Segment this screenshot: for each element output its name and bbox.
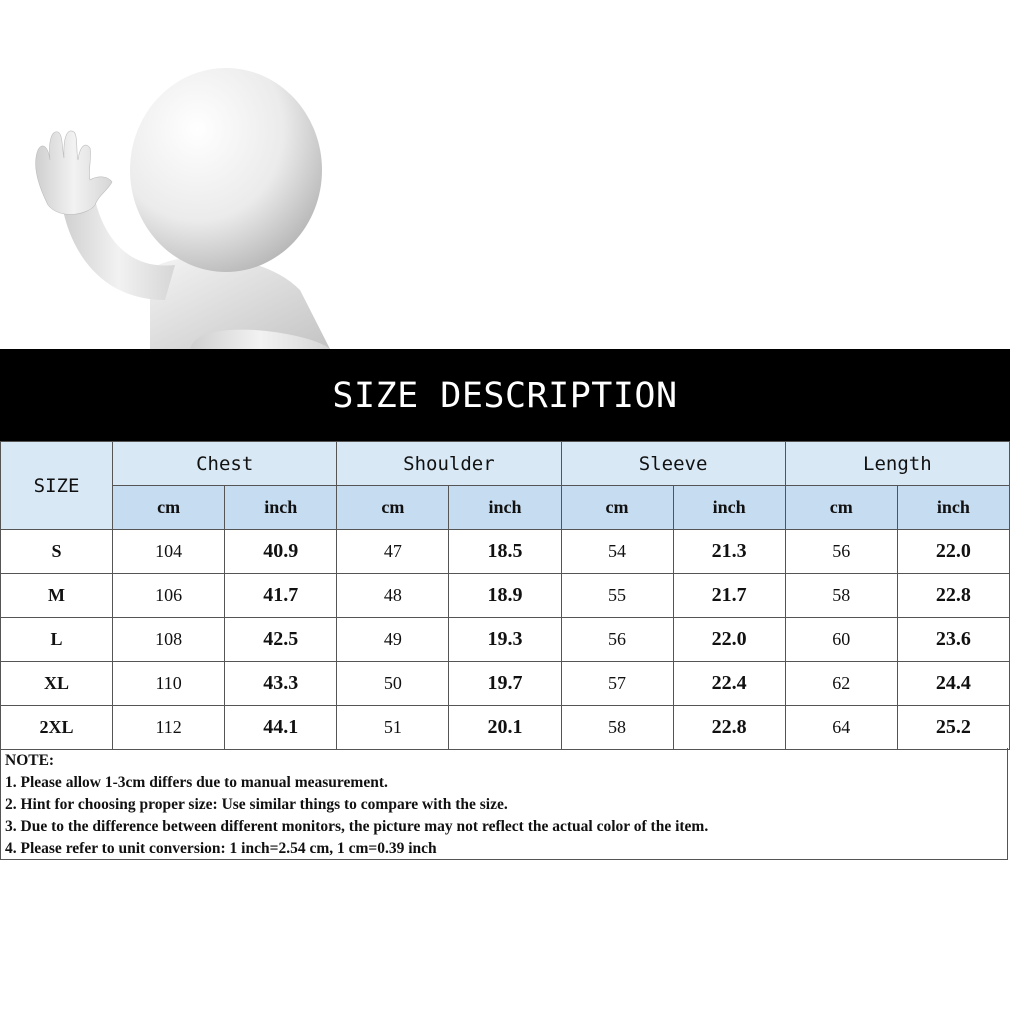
table-row xyxy=(1,618,1010,662)
unit-header-cm: cm xyxy=(561,486,673,530)
note-line: 2. Hint for choosing proper size: Use similar things to compare with the size. xyxy=(5,796,508,813)
chest-header: Chest xyxy=(113,442,337,486)
shoulder-inch: 19.7 xyxy=(449,662,561,706)
size-label: 2XL xyxy=(1,706,113,750)
note-line: 1. Please allow 1-3cm differs due to manual measurement. xyxy=(5,774,388,791)
shoulder-inch: 18.9 xyxy=(449,574,561,618)
chest-inch: 42.5 xyxy=(225,618,337,662)
title-banner xyxy=(0,349,1010,441)
size-column-header: SIZE xyxy=(1,442,113,530)
sleeve-cm: 56 xyxy=(561,618,673,662)
length-inch: 23.6 xyxy=(897,618,1009,662)
table-row xyxy=(1,706,1010,750)
sleeve-inch: 21.7 xyxy=(673,574,785,618)
shoulder-cm: 47 xyxy=(337,530,449,574)
length-cm: 56 xyxy=(785,530,897,574)
length-cm: 58 xyxy=(785,574,897,618)
chest-cm: 110 xyxy=(113,662,225,706)
shoulder-inch: 20.1 xyxy=(449,706,561,750)
shoulder-cm: 48 xyxy=(337,574,449,618)
unit-header-inch: inch xyxy=(225,486,337,530)
chest-cm: 106 xyxy=(113,574,225,618)
length-inch: 22.8 xyxy=(897,574,1009,618)
sleeve-inch: 22.8 xyxy=(673,706,785,750)
shoulder-inch: 19.3 xyxy=(449,618,561,662)
notes-heading: NOTE: xyxy=(5,752,55,769)
sleeve-inch: 21.3 xyxy=(673,530,785,574)
waving-3d-figure-icon xyxy=(0,0,360,400)
size-table xyxy=(0,441,1010,750)
unit-header-inch: inch xyxy=(673,486,785,530)
shoulder-inch: 18.5 xyxy=(449,530,561,574)
shoulder-header: Shoulder xyxy=(337,442,561,486)
size-label: XL xyxy=(1,662,113,706)
length-cm: 60 xyxy=(785,618,897,662)
size-label: S xyxy=(1,530,113,574)
unit-header-cm: cm xyxy=(337,486,449,530)
note-line: 3. Due to the difference between different monitors, the picture may not reflect the actual color of the item. xyxy=(5,818,709,835)
length-header: Length xyxy=(785,442,1009,486)
chest-cm: 104 xyxy=(113,530,225,574)
chest-inch: 44.1 xyxy=(225,706,337,750)
unit-header-inch: inch xyxy=(449,486,561,530)
sleeve-cm: 54 xyxy=(561,530,673,574)
sleeve-cm: 55 xyxy=(561,574,673,618)
shoulder-cm: 49 xyxy=(337,618,449,662)
sleeve-header: Sleeve xyxy=(561,442,785,486)
sleeve-inch: 22.0 xyxy=(673,618,785,662)
unit-header-cm: cm xyxy=(113,486,225,530)
table-row xyxy=(1,530,1010,574)
sleeve-inch: 22.4 xyxy=(673,662,785,706)
chest-cm: 112 xyxy=(113,706,225,750)
table-row xyxy=(1,662,1010,706)
sleeve-cm: 57 xyxy=(561,662,673,706)
chest-cm: 108 xyxy=(113,618,225,662)
size-label: M xyxy=(1,574,113,618)
table-row xyxy=(1,574,1010,618)
chest-inch: 43.3 xyxy=(225,662,337,706)
sleeve-cm: 58 xyxy=(561,706,673,750)
length-cm: 64 xyxy=(785,706,897,750)
length-inch: 25.2 xyxy=(897,706,1009,750)
notes-box xyxy=(0,748,1008,860)
length-inch: 24.4 xyxy=(897,662,1009,706)
length-inch: 22.0 xyxy=(897,530,1009,574)
size-label: L xyxy=(1,618,113,662)
shoulder-cm: 50 xyxy=(337,662,449,706)
length-cm: 62 xyxy=(785,662,897,706)
unit-header-inch: inch xyxy=(897,486,1009,530)
note-line: 4. Please refer to unit conversion: 1 inch=2.54 cm, 1 cm=0.39 inch xyxy=(5,840,437,857)
chest-inch: 40.9 xyxy=(225,530,337,574)
shoulder-cm: 51 xyxy=(337,706,449,750)
chest-inch: 41.7 xyxy=(225,574,337,618)
unit-header-cm: cm xyxy=(785,486,897,530)
page-title: SIZE DESCRIPTION xyxy=(332,376,678,416)
